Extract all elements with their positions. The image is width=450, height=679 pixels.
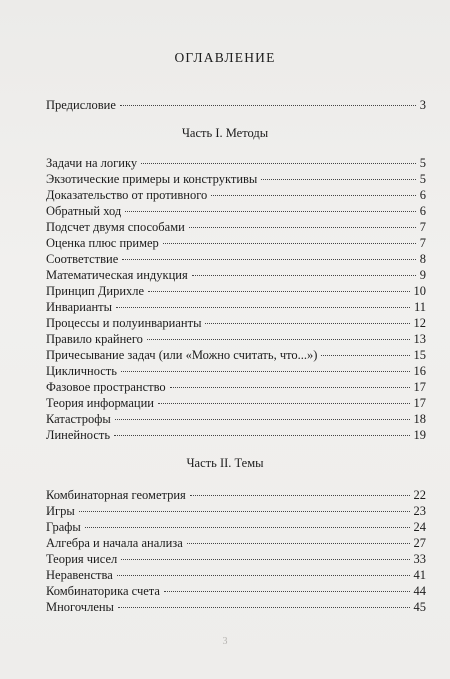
toc-row[interactable] xyxy=(46,520,426,536)
toc-page-number: 41 xyxy=(413,568,426,582)
leader-dots xyxy=(121,559,409,560)
toc-row[interactable] xyxy=(46,172,426,188)
toc-row[interactable] xyxy=(46,220,426,236)
toc-page-number: 23 xyxy=(413,504,426,518)
toc-row-preface[interactable] xyxy=(46,98,426,114)
toc-item-label: Алгебра и начала анализа xyxy=(46,536,183,550)
toc-page-number: 44 xyxy=(413,584,426,598)
toc-item-label: Теория информации xyxy=(46,396,155,410)
toc-page-number: 5 xyxy=(419,172,426,186)
toc-row[interactable] xyxy=(46,600,426,616)
toc-row[interactable] xyxy=(46,504,426,520)
leader-dots xyxy=(187,543,410,544)
toc-row[interactable] xyxy=(46,428,426,444)
toc-item-label: Подсчет двумя способами xyxy=(46,220,185,234)
leader-dots xyxy=(125,211,415,212)
toc-page-number: 7 xyxy=(419,220,426,234)
leader-dots xyxy=(115,419,410,420)
leader-dots xyxy=(321,355,409,356)
leader-dots xyxy=(79,511,410,512)
toc-page-number: 15 xyxy=(413,348,426,362)
toc-item-label: Неравенства xyxy=(46,568,113,582)
toc-row[interactable] xyxy=(46,412,426,428)
leader-dots xyxy=(261,179,415,180)
toc-page-number: 22 xyxy=(413,488,426,502)
toc-item-label: Экзотические примеры и конструктивы xyxy=(46,172,258,186)
toc-item-label: Инварианты xyxy=(46,300,113,314)
toc-item-label: Комбинаторика счета xyxy=(46,584,160,598)
toc-item-label: Игры xyxy=(46,504,75,518)
toc-row[interactable] xyxy=(46,568,426,584)
toc-row[interactable] xyxy=(46,380,426,396)
leader-dots xyxy=(192,275,416,276)
toc-item-label: Графы xyxy=(46,520,81,534)
leader-dots xyxy=(117,575,410,576)
leader-dots xyxy=(121,371,410,372)
toc-item-label: Комбинаторная геометрия xyxy=(46,488,186,502)
toc-page-number: 10 xyxy=(413,284,426,298)
toc-row[interactable] xyxy=(46,332,426,348)
toc-row[interactable] xyxy=(46,268,426,284)
toc-item-label: Оценка плюс пример xyxy=(46,236,159,250)
toc-row[interactable] xyxy=(46,300,426,316)
leader-dots xyxy=(141,163,416,164)
toc-row[interactable] xyxy=(46,316,426,332)
toc-row[interactable] xyxy=(46,204,426,220)
toc-item-label: Математическая индукция xyxy=(46,268,188,282)
leader-dots xyxy=(164,591,410,592)
leader-dots xyxy=(170,387,410,388)
toc-page-number: 27 xyxy=(413,536,426,550)
toc-page-number: 24 xyxy=(413,520,426,534)
leader-dots xyxy=(85,527,410,528)
toc-item-label: Причесывание задач (или «Можно считать, что...») xyxy=(46,348,318,362)
toc-page-number: 9 xyxy=(419,268,426,282)
leader-dots xyxy=(158,403,409,404)
toc-item-label: Линейность xyxy=(46,428,111,442)
footer-page-number: 3 xyxy=(222,636,228,647)
toc-row[interactable] xyxy=(46,488,426,504)
toc-item-label: Фазовое пространство xyxy=(46,380,166,394)
toc-row[interactable] xyxy=(46,536,426,552)
toc-title: ОГЛАВЛЕНИЕ xyxy=(174,50,276,65)
leader-dots xyxy=(120,105,416,106)
toc-page-number: 33 xyxy=(413,552,426,566)
toc-item-label: Соответствие xyxy=(46,252,119,266)
leader-dots xyxy=(116,307,410,308)
toc-item-label: Задачи на логику xyxy=(46,156,138,170)
leader-dots xyxy=(114,435,409,436)
toc-page-number: 19 xyxy=(413,428,426,442)
toc-page-number: 18 xyxy=(413,412,426,426)
leader-dots xyxy=(118,607,410,608)
leader-dots xyxy=(211,195,415,196)
toc-item-label: Обратный ход xyxy=(46,204,122,218)
toc-page-number: 8 xyxy=(419,252,426,266)
toc-row[interactable] xyxy=(46,236,426,252)
toc-page-number: 45 xyxy=(413,600,426,614)
toc-page-number: 13 xyxy=(413,332,426,346)
toc-page-number: 11 xyxy=(413,300,426,314)
toc-page-number: 3 xyxy=(419,98,426,112)
leader-dots xyxy=(205,323,409,324)
leader-dots xyxy=(148,291,409,292)
toc-page-number: 17 xyxy=(413,396,426,410)
toc-row[interactable] xyxy=(46,284,426,300)
toc-item-label: Многочлены xyxy=(46,600,114,614)
toc-page-number: 6 xyxy=(419,204,426,218)
toc-row[interactable] xyxy=(46,584,426,600)
toc-item-label: Правило крайнего xyxy=(46,332,143,346)
toc-item-label: Доказательство от противного xyxy=(46,188,208,202)
toc-item-label: Катастрофы xyxy=(46,412,111,426)
part-title: Часть II. Темы xyxy=(186,456,264,470)
toc-row[interactable] xyxy=(46,156,426,172)
leader-dots xyxy=(122,259,415,260)
toc-item-label: Предисловие xyxy=(46,98,116,112)
toc-item-label: Цикличность xyxy=(46,364,117,378)
toc-item-label: Процессы и полуинварианты xyxy=(46,316,202,330)
toc-page-number: 6 xyxy=(419,188,426,202)
toc-page-number: 17 xyxy=(413,380,426,394)
toc-row[interactable] xyxy=(46,364,426,380)
toc-row[interactable] xyxy=(46,348,426,364)
leader-dots xyxy=(189,227,416,228)
toc-page-number: 12 xyxy=(413,316,426,330)
leader-dots xyxy=(147,339,410,340)
part-title: Часть I. Методы xyxy=(181,126,269,140)
toc-item-label: Принцип Дирихле xyxy=(46,284,145,298)
toc-row[interactable] xyxy=(46,252,426,268)
toc-page-number: 16 xyxy=(413,364,426,378)
toc-page-number: 7 xyxy=(419,236,426,250)
leader-dots xyxy=(163,243,416,244)
toc-row[interactable] xyxy=(46,396,426,412)
toc-row[interactable] xyxy=(46,188,426,204)
toc-page-number: 5 xyxy=(419,156,426,170)
toc-row[interactable] xyxy=(46,552,426,568)
leader-dots xyxy=(190,495,410,496)
toc-item-label: Теория чисел xyxy=(46,552,118,566)
